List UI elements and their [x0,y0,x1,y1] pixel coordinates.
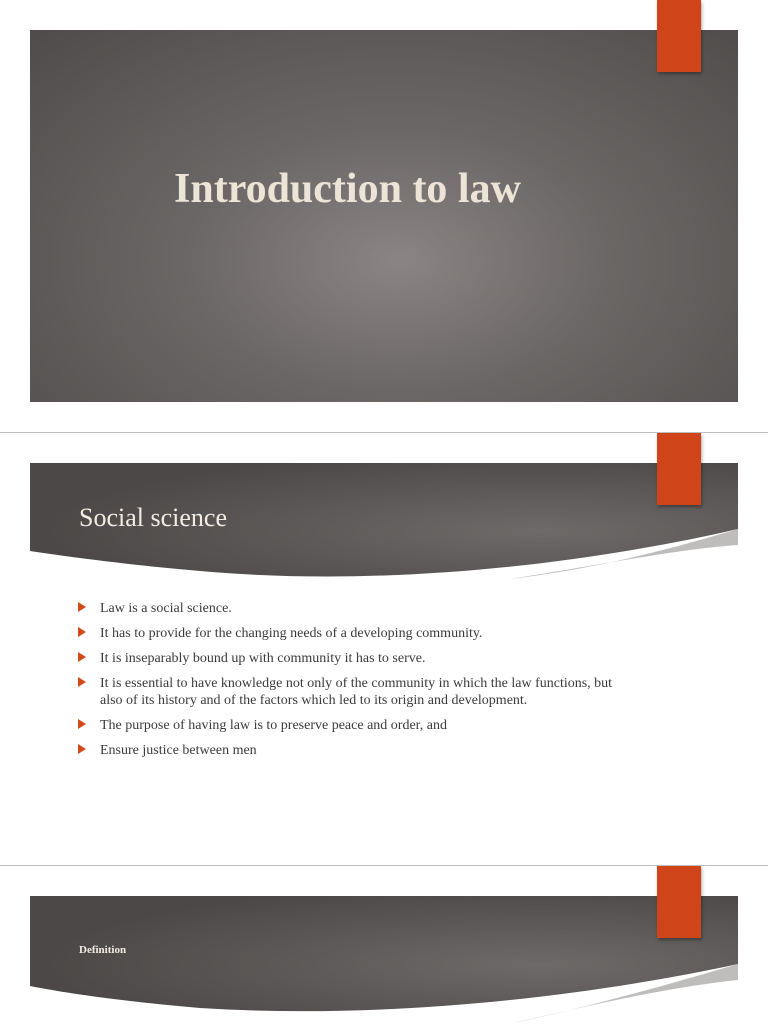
accent-tag [657,866,701,938]
banner-shape [30,896,738,1024]
slide-3[interactable] [0,866,768,1024]
slide-title: Introduction to law [174,166,521,212]
list-item: It has to provide for the changing needs of a developing community. [78,625,618,642]
triangle-bullet-icon [78,652,86,662]
slide-2[interactable] [0,433,768,865]
slide-title: Definition [79,944,127,956]
list-item: Ensure justice between men [78,742,618,759]
slide-1[interactable] [0,0,768,432]
list-item: The purpose of having law is to preserve peace and order, and [78,717,618,734]
list-item: It is inseparably bound up with community it has to serve. [78,650,618,667]
triangle-bullet-icon [78,719,86,729]
accent-tag [657,433,701,505]
slide-title: Social science [79,503,227,532]
bullet-list [78,600,618,767]
list-item: Law is a social science. [78,600,618,617]
triangle-bullet-icon [78,744,86,754]
title-banner [30,463,738,579]
list-item: It is essential to have knowledge not only of the community in which the law functions, but also of its history and of the factors which led to its origin and development. [78,675,618,709]
accent-tag [657,0,701,72]
title-panel [30,30,738,402]
title-banner [30,896,738,1024]
triangle-bullet-icon [78,602,86,612]
triangle-bullet-icon [78,627,86,637]
triangle-bullet-icon [78,677,86,687]
